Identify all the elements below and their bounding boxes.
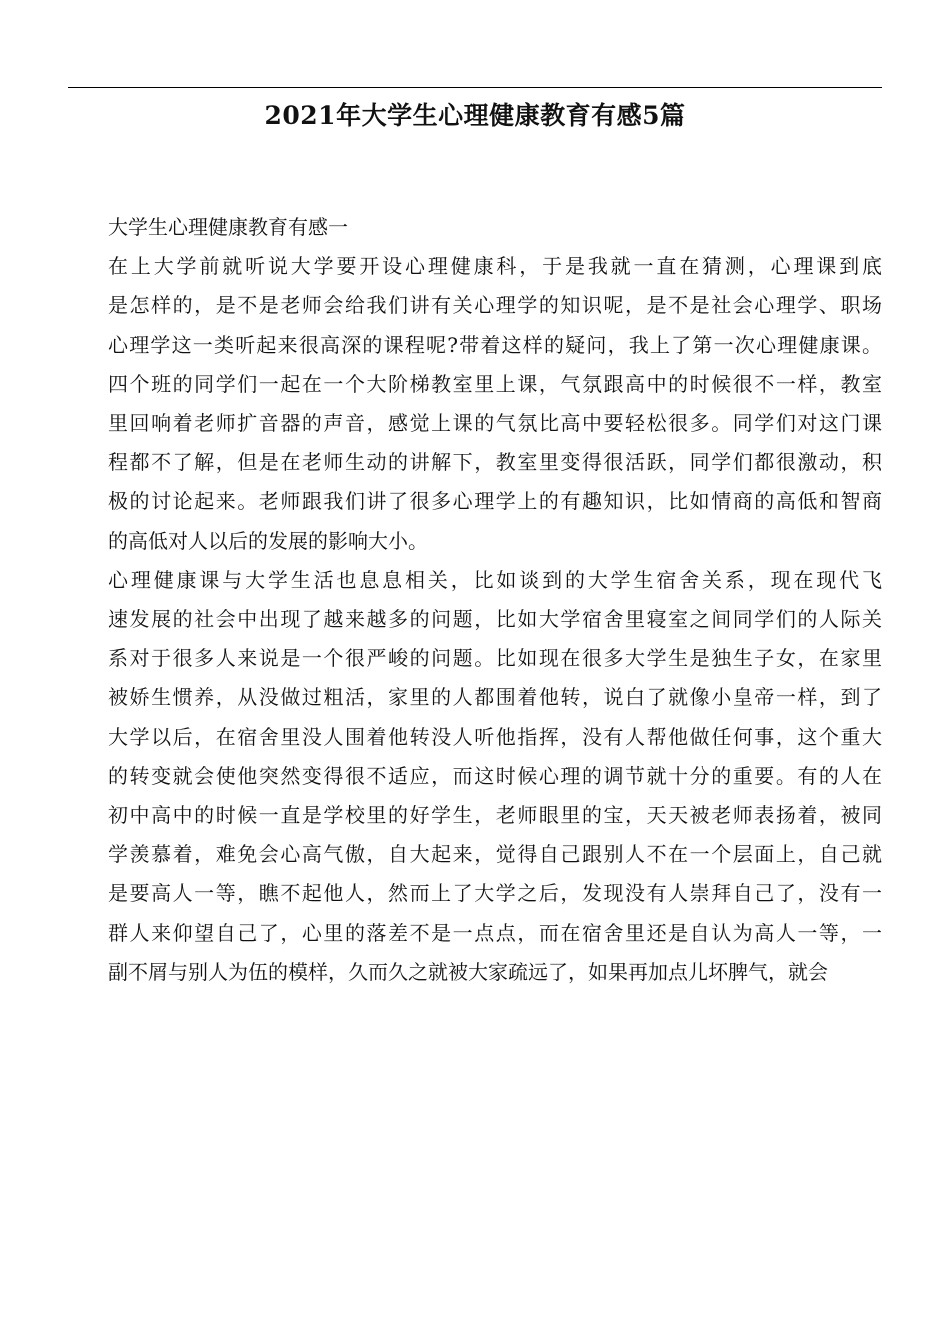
- section-heading: 大学生心理健康教育有感一: [108, 215, 348, 239]
- paragraph-line: 四个班的同学们一起在一个大阶梯教室里上课，气氛跟高中的时候很不一样，教室: [108, 371, 882, 396]
- paragraph-line: 群人来仰望自己了，心里的落差不是一点点，而在宿舍里还是自认为高人一等，一: [108, 920, 882, 945]
- document-body: [68, 208, 882, 992]
- paragraph-list: [68, 247, 882, 992]
- document-title: 2021年大学生心理健康教育有感5篇: [264, 101, 686, 130]
- paragraph-line: 初中高中的时候一直是学校里的好学生，老师眼里的宝，天天被老师表扬着，被同: [108, 803, 882, 828]
- paragraph-line: 里回响着老师扩音器的声音，感觉上课的气氛比高中要轻松很多。同学们对这门课: [108, 411, 882, 436]
- paragraph-line: 极的讨论起来。老师跟我们讲了很多心理学上的有趣知识，比如情商的高低和智商: [108, 489, 882, 514]
- paragraph-line: 的转变就会使他突然变得很不适应，而这时候心理的调节就十分的重要。有的人在: [108, 763, 882, 788]
- paragraph-line: 学羡慕着，难免会心高气傲，自大起来，觉得自己跟别人不在一个层面上，自己就: [108, 842, 882, 867]
- body-paragraph: [68, 561, 882, 992]
- paragraph-line: 心理健康课与大学生活也息息相关，比如谈到的大学生宿舍关系，现在现代飞: [108, 567, 882, 592]
- paragraph-line: 的高低对人以后的发展的影响大小。: [108, 528, 428, 553]
- paragraph-line: 在上大学前就听说大学要开设心理健康科，于是我就一直在猜测，心理课到底: [108, 254, 882, 279]
- paragraph-line: 副不屑与别人为伍的模样，久而久之就被大家疏远了，如果再加点儿坏脾气，就会: [108, 959, 828, 984]
- header-rule: [68, 87, 882, 88]
- paragraph-line: 系对于很多人来说是一个很严峻的问题。比如现在很多大学生是独生子女，在家里: [108, 646, 882, 671]
- body-paragraph: [68, 247, 882, 561]
- paragraph-line: 速发展的社会中出现了越来越多的问题，比如大学宿舍里寝室之间同学们的人际关: [108, 607, 882, 632]
- paragraph-line: 心理学这一类听起来很高深的课程呢?带着这样的疑问，我上了第一次心理健康课。: [108, 332, 882, 357]
- paragraph-line: 是要高人一等，瞧不起他人，然而上了大学之后，发现没有人崇拜自己了，没有一: [108, 881, 882, 906]
- paragraph-line: 是怎样的，是不是老师会给我们讲有关心理学的知识呢，是不是社会心理学、职场: [108, 293, 882, 318]
- paragraph-line: 程都不了解，但是在老师生动的讲解下，教室里变得很活跃，同学们都很激动，积: [108, 450, 882, 475]
- paragraph-line: 大学以后，在宿舍里没人围着他转没人听他指挥，没有人帮他做任何事，这个重大: [108, 724, 882, 749]
- paragraph-line: 被娇生惯养，从没做过粗活，家里的人都围着他转，说白了就像小皇帝一样，到了: [108, 685, 882, 710]
